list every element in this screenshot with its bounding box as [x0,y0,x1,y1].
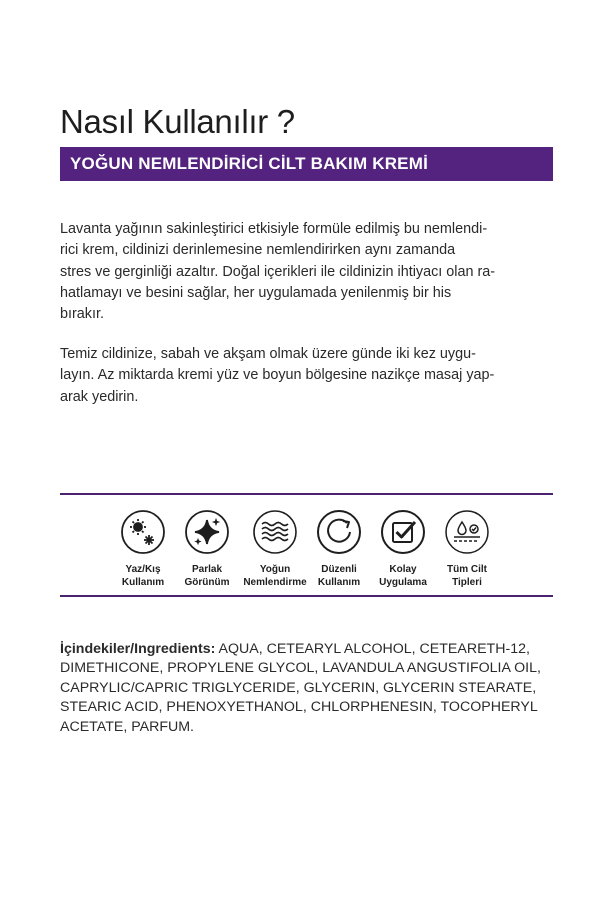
feature-label: Yaz/Kış Kullanım [121,564,165,588]
paragraph-line: Temiz cildinize, sabah ve akşam olmak üzere günde iki kez uygu- [60,346,476,362]
feature-label: Tüm Cilt Tipleri [447,564,487,588]
checkbox-icon [380,509,426,555]
ingredients-label: İçindekiler/Ingredients: [60,641,216,657]
ingredients-line: DIMETHICONE, PROPYLENE GLYCOL, LAVANDULA ANGUSTIFOLIA OIL, [60,660,541,677]
feature-label: Kolay Uygulama [379,564,427,588]
description-paragraph [60,219,552,325]
product-name-band [60,147,553,181]
paragraph-line: stres ve gerginliği azaltır. Doğal içerikleri ile cildinizin ihtiyacı olan ra- [60,263,496,280]
paragraph-line: hatlamayı ve besini sağlar, her uygulamada yenilenmiş bir his [60,284,452,301]
ingredients-line: AQUA, CETEARYL ALCOHOL, CETEARETH-12, [215,641,530,657]
feature-label: Parlak Görünüm [184,564,230,588]
paragraph-line: Lavanta yağının sakinleştirici etkisiyle formüle edilmiş bu nemlendi- [60,221,488,237]
ingredients-block [60,640,560,737]
paragraph-line: bırakır. [60,306,104,323]
paragraph-line: layın. Az miktarda kremi yüz ve boyun bölgesine nazikçe masaj yap- [60,367,495,384]
page-title: Nasıl Kullanılır ? [60,103,295,140]
paragraph-line: arak yedirin. [60,388,139,405]
skin-drop-check-icon [444,509,490,555]
ingredients-line: ACETATE, PARFUM. [60,718,194,735]
bottom-divider [60,595,553,597]
ingredients-line: CAPRYLIC/CAPRIC TRIGLYCERIDE, GLYCERIN, GLYCERIN STEARATE, [60,679,537,696]
ingredients-line: STEARIC ACID, PHENOXYETHANOL, CHLORPHENESIN, TOCOPHERYL [60,699,538,716]
refresh-arrow-icon [316,509,362,555]
product-name: YOĞUN NEMLENDİRİCİ CİLT BAKIM KREMİ [70,154,429,173]
usage-paragraph [60,344,552,408]
paragraph-line: rici krem, cildinizi derinlemesine nemlendirirken aynı zamanda [60,242,456,259]
feature-label: Yoğun Nemlendirme [243,564,307,588]
waves-icon [252,509,298,555]
sun-snowflake-icon [120,509,166,555]
top-divider [60,493,553,495]
sparkle-icon [184,509,230,555]
feature-label: Düzenli Kullanım [317,564,361,588]
